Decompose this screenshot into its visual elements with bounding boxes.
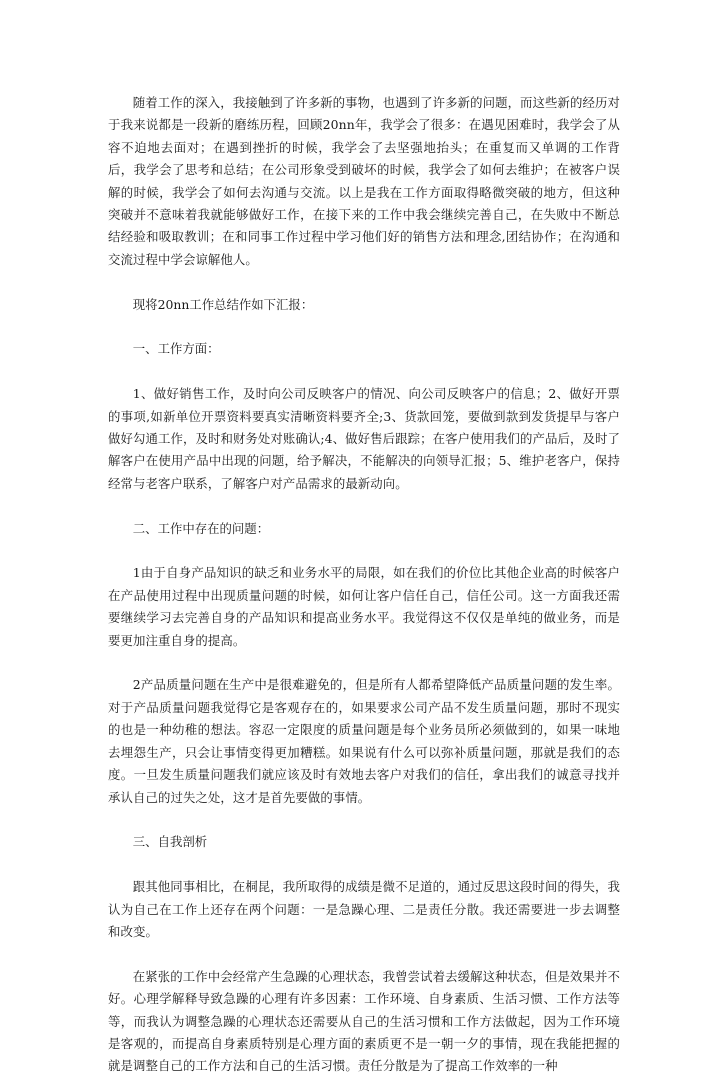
document-page: [108, 92, 620, 1078]
section2-heading: 二、工作中存在的问题：: [132, 520, 270, 536]
section3-paragraph-2: 在紧张的工作中会经常产生急躁的心理状态，我曾尝试着去缓解这种状态，但是效果并不好。心理学解释导致急躁的心理有许多因素：工作环境、自身素质、生活习惯、工作方法等等，而我认为调整急躁的心理状态还需要从自己的生活习惯和工作方法做起，因为工作环境是客观的，而提高自身素质特别是心理方面的素质更不是一朝一夕的事情，现在我能把握的就是调整自己的工作方法和自己的生活习惯。责任分散是为了提高工作效率的一种: [108, 968, 620, 1074]
section1-body: 1、做好销售工作，及时向公司反映客户的情况、向公司反映客户的信息；2、做好开票的事项,如新单位开票资料要真实清晰资料要齐全;3、货款回笼，要做到款到发货提早与客户做好勾通工作，及时和财务处对账确认;4、做好售后跟踪；在客户使用我们的产品后，及时了解客户在使用产品中出现的问题，给予解决，不能解决的向领导汇报；5、维护老客户，保持经常与老客户联系，了解客户对产品需求的最新动向。: [108, 386, 620, 491]
section2-paragraph-1: 1由于自身产品知识的缺乏和业务水平的局限，如在我们的价位比其他企业高的时候客户在产品使用过程中出现质量问题的时候，如何让客户信任自己，信任公司。这一方面我还需要继续学习去完善自身的产品知识和提高业务水平。我觉得这不仅仅是单纯的做业务，而是要更加注重自身的提高。: [108, 565, 620, 648]
report-intro: 现将20nn工作总结作如下汇报：: [132, 296, 314, 312]
section2-paragraph-2: 2产品质量问题在生产中是很难避免的，但是所有人都希望降低产品质量问题的发生率。对于产品质量问题我觉得它是客观存在的，如果要求公司产品不发生质量问题，那时不现实的也是一种幼稚的想法。容忍一定限度的质量问题是每个业务员所必须做到的，如果一味地去埋怨生产，只会让事情变得更加糟糕。如果说有什么可以弥补质量问题，那就是我们的态度。一旦发生质量问题我们就应该及时有效地去客户对我们的信任，拿出我们的诚意寻找并承认自己的过失之处，这才是首先要做的事情。: [108, 677, 620, 805]
section3-paragraph-1: 跟其他同事相比，在桐昆，我所取得的成绩是微不足道的，通过反思这段时间的得失，我认为自己在工作上还存在两个问题：一是急躁心理、二是责任分散。我还需要进一步去调整和改变。: [108, 879, 620, 939]
section1-heading: 一、工作方面：: [132, 341, 220, 357]
section3-heading: 三、自我剖析: [132, 834, 208, 850]
intro-paragraph: 随着工作的深入，我接触到了许多新的事物，也遇到了许多新的问题，而这些新的经历对于我来说都是一段新的磨练历程，回顾20nn年，我学会了很多：在遇见困难时，我学会了从容不迫地去面对；在遇到挫折的时候，我学会了去坚强地抬头；在重复而又单调的工作背后，我学会了思考和总结；在公司形象受到破坏的时候，我学会了如何去维护；在被客户误解的时候，我学会了如何去沟通与交流。以上是我在工作方面取得略微突破的地方，但这种突破并不意味着我就能够做好工作，在接下来的工作中我会继续完善自己，在失败中不断总结经验和吸取教训；在和同事工作过程中学习他们好的销售方法和理念,团结协作；在沟通和交流过程中学会谅解他人。: [108, 95, 620, 267]
